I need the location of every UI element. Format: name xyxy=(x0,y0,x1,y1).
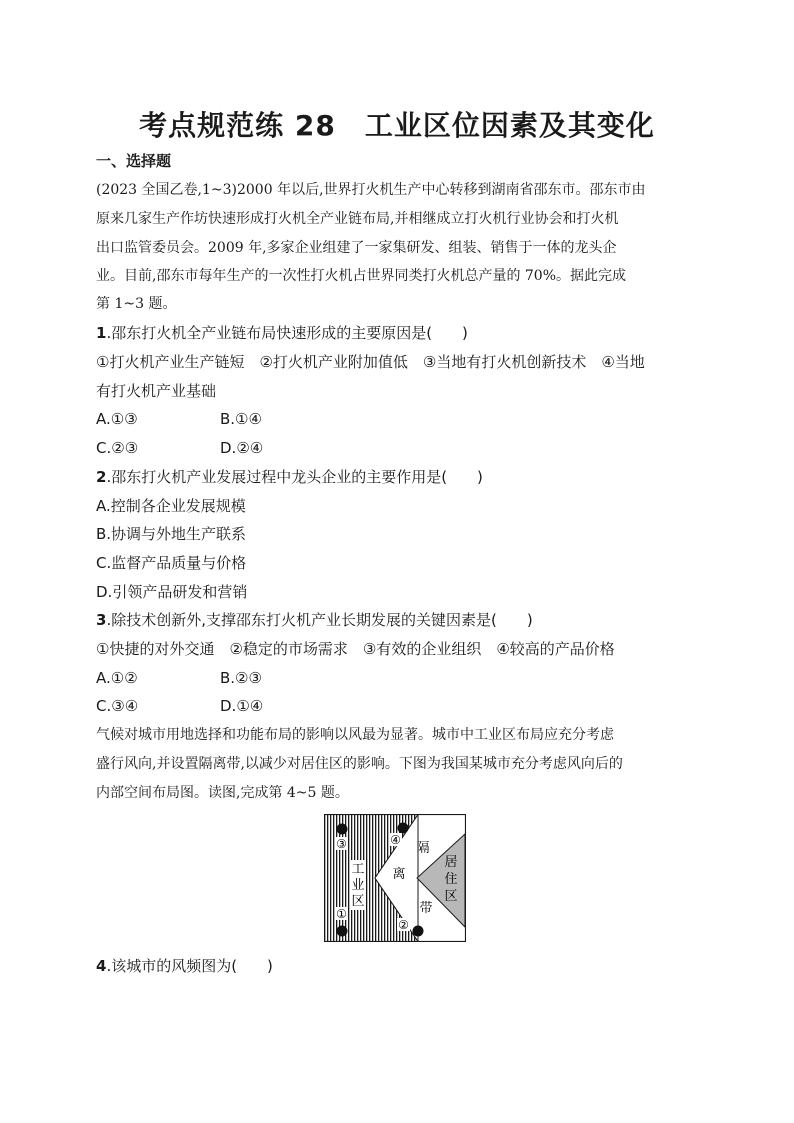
marker-2-label: ② xyxy=(398,918,409,932)
option-d[interactable]: D.②④ xyxy=(220,439,264,457)
option-a[interactable]: A.①② xyxy=(96,669,138,687)
option-c[interactable]: C.③④ xyxy=(96,697,139,715)
option-a[interactable]: A.①③ xyxy=(96,410,138,428)
option-c[interactable]: C.监督产品质量与价格 xyxy=(96,554,247,572)
option-a[interactable]: A.控制各企业发展规模 xyxy=(96,497,246,515)
industrial-label: 工 xyxy=(351,862,365,877)
marker-4-label: ④ xyxy=(390,833,401,847)
option-b[interactable]: B.协调与外地生产联系 xyxy=(96,525,247,543)
buffer-label: 隔 xyxy=(416,841,430,856)
industrial-label: 区 xyxy=(351,894,365,909)
residential-label: 住 xyxy=(444,872,458,887)
question-1-options-row xyxy=(96,409,396,429)
buffer-label: 带 xyxy=(419,901,433,916)
question-text: .除技术创新外,支撑邵东打火机产业长期发展的关键因素是( ) xyxy=(106,611,533,629)
option-c[interactable]: C.②③ xyxy=(96,439,139,457)
question-number: 4 xyxy=(96,957,107,975)
industrial-label: 业 xyxy=(351,878,365,893)
marker-dot xyxy=(398,823,409,834)
section-heading: 一、选择题 xyxy=(96,152,172,170)
option-d[interactable]: D.引领产品研发和营销 xyxy=(96,583,248,601)
question-3-items: ①快捷的对外交通 ②稳定的市场需求 ③有效的企业组织 ④较高的产品价格 xyxy=(96,640,615,658)
question-text: .该城市的风频图为( ) xyxy=(106,957,273,975)
residential-label: 区 xyxy=(444,889,458,904)
question-number: 3 xyxy=(96,611,107,629)
passage2-line: 气候对城市用地选择和功能布局的影响以风最为显著。城市中工业区布局应充分考虑 xyxy=(96,727,614,743)
buffer-label: 离 xyxy=(392,867,406,882)
question-1-stem xyxy=(96,323,468,343)
passage1-line: 原来几家生产作坊快速形成打火机全产业链布局,并相继成立打火机行业协会和打火机 xyxy=(96,211,619,227)
passage2-line: 盛行风向,并设置隔离带,以减少对居住区的影响。下图为我国某城市充分考虑风向后的 xyxy=(96,756,623,772)
marker-3-label: ③ xyxy=(336,837,347,851)
question-3-stem xyxy=(96,610,533,630)
marker-dot xyxy=(337,926,348,937)
question-text: .邵东打火机全产业链布局快速形成的主要原因是( ) xyxy=(106,324,468,342)
question-3-options-row xyxy=(96,668,396,688)
marker-1-label: ① xyxy=(336,907,347,921)
question-number: 2 xyxy=(96,468,107,486)
option-b[interactable]: B.②③ xyxy=(220,669,262,687)
marker-dot xyxy=(413,926,424,937)
passage2-line: 内部空间布局图。读图,完成第 4~5 题。 xyxy=(96,785,349,801)
option-b[interactable]: B.①④ xyxy=(220,410,262,428)
residential-label: 居 xyxy=(444,855,458,870)
question-text: .邵东打火机产业发展过程中龙头企业的主要作用是( ) xyxy=(106,468,483,486)
question-3-options-row xyxy=(96,696,396,716)
page-title: 考点规范练 28 工业区位因素及其变化 xyxy=(139,109,655,142)
passage1-line: 第 1~3 题。 xyxy=(96,296,177,312)
question-1-items: ①打火机产业生产链短 ②打火机产业附加值低 ③当地有打火机创新技术 ④当地 xyxy=(96,353,645,371)
passage1-line: 业。目前,邵东市每年生产的一次性打火机占世界同类打火机总产量的 70%。据此完成 xyxy=(96,268,627,284)
marker-dot xyxy=(337,824,348,835)
city-layout-diagram xyxy=(324,814,466,942)
passage1-line: (2023 全国乙卷,1~3)2000 年以后,世界打火机生产中心转移到湖南省邵东市。邵东市由 xyxy=(96,182,646,198)
option-d[interactable]: D.①④ xyxy=(220,697,264,715)
question-1-options-row xyxy=(96,438,396,458)
passage1-line: 出口监管委员会。2009 年,多家企业组建了一家集研发、组装、销售于一体的龙头企 xyxy=(96,240,617,256)
question-2-stem xyxy=(96,467,483,487)
question-number: 1 xyxy=(96,324,107,342)
question-4-stem xyxy=(96,956,273,976)
question-1-items: 有打火机产业基础 xyxy=(96,382,217,400)
